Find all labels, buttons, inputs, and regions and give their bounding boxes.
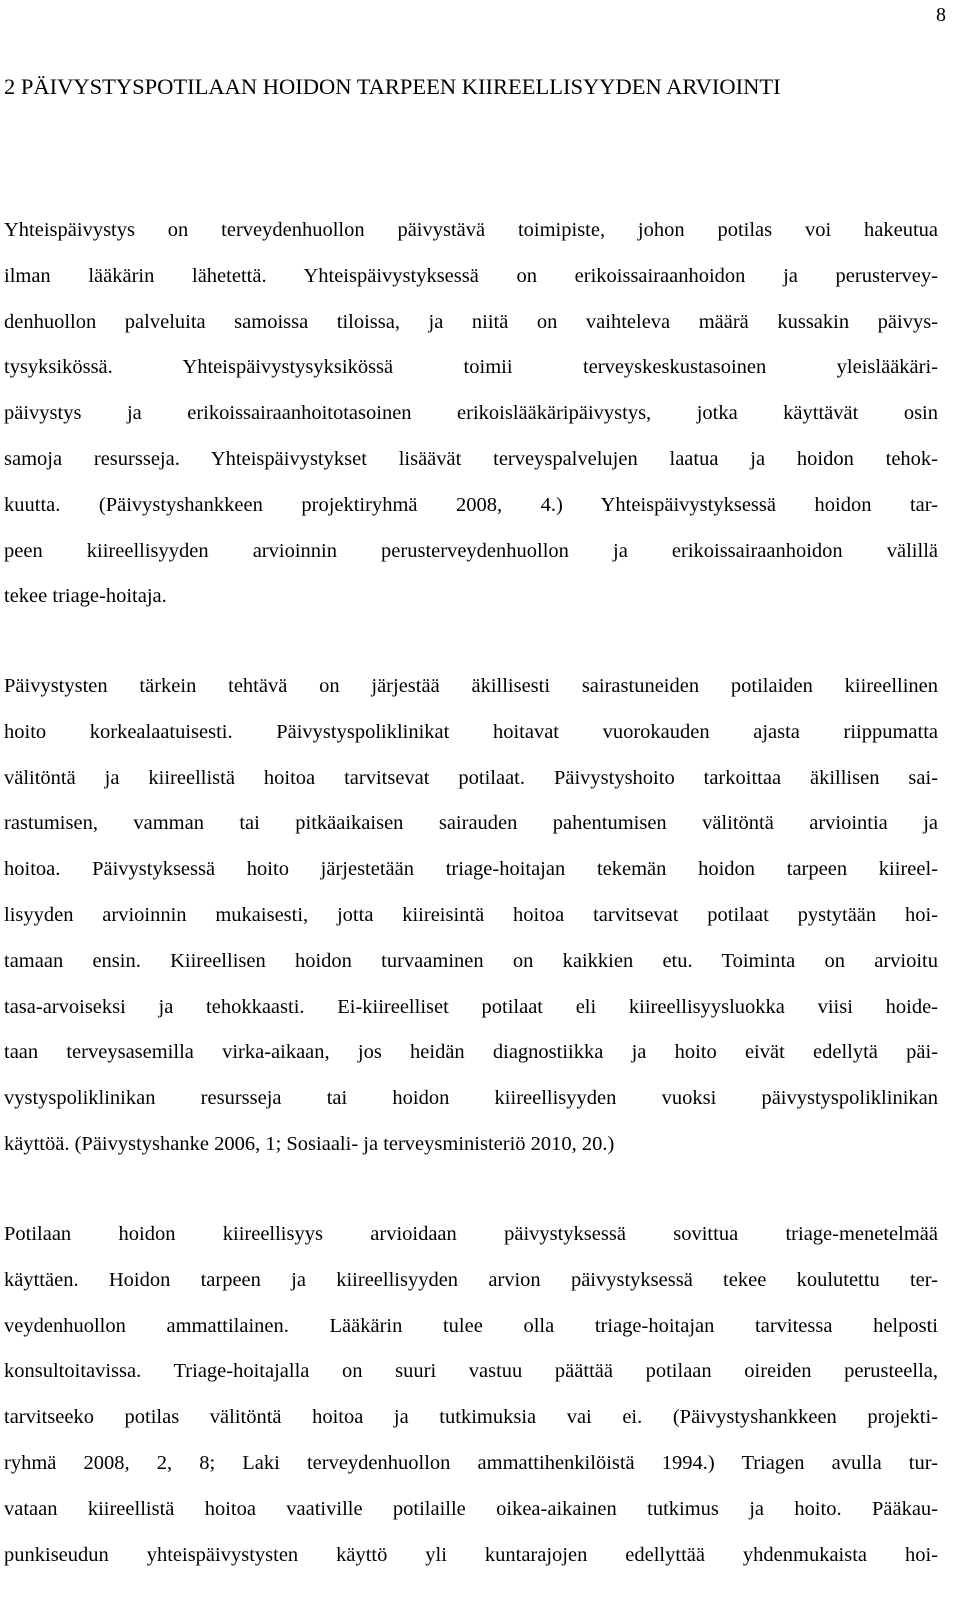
text-line: ryhmä 2008, 2, 8; Laki terveydenhuollon ammattihenkilöistä 1994.) Triagen avulla tur-: [4, 1451, 938, 1474]
page-number: 8: [936, 4, 946, 26]
text-line: rastumisen, vamman tai pitkäaikaisen sairauden pahentumisen välitöntä arviointia ja: [4, 812, 938, 835]
text-line: konsultoitavissa. Triage-hoitajalla on suuri vastuu päättää potilaan oireiden perusteella,: [4, 1360, 938, 1383]
text-line: Potilaan hoidon kiireellisyys arvioidaan päivystyksessä sovittua triage-menetelmää: [4, 1223, 938, 1245]
text-line: käyttäen. Hoidon tarpeen ja kiireellisyyden arvion päivystyksessä tekee koulutettu ter-: [4, 1268, 938, 1291]
text-line: Päivystysten tärkein tehtävä on järjestää äkillisesti sairastuneiden potilaiden kiireellinen: [4, 675, 938, 697]
text-line: tysyksikössä. Yhteispäivystysyksikössä toimii terveyskeskustasoinen yleislääkäri-: [4, 356, 938, 379]
section-heading: 2 PÄIVYSTYSPOTILAAN HOIDON TARPEEN KIIREELLISYYDEN ARVIOINTI: [4, 74, 781, 99]
text-line: tekee triage-hoitaja.: [4, 585, 167, 608]
text-line: tamaan ensin. Kiireellisen hoidon turvaaminen on kaikkien etu. Toiminta on arvioitu: [4, 949, 938, 972]
paragraph-2: [4, 664, 938, 1168]
text-line: tarvitseeko potilas välitöntä hoitoa ja tutkimuksia vai ei. (Päivystyshankkeen projekti-: [4, 1406, 938, 1429]
text-line: punkiseudun yhteispäivystysten käyttö yli kuntarajojen edellyttää yhdenmukaista hoi-: [4, 1543, 938, 1566]
text-line: käyttöä. (Päivystyshanke 2006, 1; Sosiaali- ja terveysministeriö 2010, 20.): [4, 1132, 615, 1155]
paragraph-3: [4, 1212, 938, 1578]
text-line: päivystys ja erikoissairaanhoitotasoinen erikoislääkäripäivystys, jotka käyttävät osin: [4, 402, 938, 425]
paragraph-1: [4, 208, 938, 620]
text-line: samoja resursseja. Yhteispäivystykset lisäävät terveyspalvelujen laatua ja hoidon tehok-: [4, 447, 938, 470]
text-line: vystyspoliklinikan resursseja tai hoidon kiireellisyyden vuoksi päivystyspoliklinikan: [4, 1087, 938, 1110]
text-line: peen kiireellisyyden arvioinnin perusterveydenhuollon ja erikoissairaanhoidon välillä: [4, 539, 938, 562]
text-line: tasa-arvoiseksi ja tehokkaasti. Ei-kiireelliset potilaat eli kiireellisyysluokka viisi hoide-: [4, 995, 938, 1018]
text-line: Yhteispäivystys on terveydenhuollon päivystävä toimipiste, johon potilas voi hakeutua: [4, 219, 938, 241]
text-line: ilman lääkärin lähetettä. Yhteispäivystyksessä on erikoissairaanhoidon ja perustervey-: [4, 264, 938, 287]
text-line: hoitoa. Päivystyksessä hoito järjestetään triage-hoitajan tekemän hoidon tarpeen kiireel-: [4, 858, 938, 881]
text-line: veydenhuollon ammattilainen. Lääkärin tulee olla triage-hoitajan tarvitessa helposti: [4, 1314, 938, 1337]
text-line: välitöntä ja kiireellistä hoitoa tarvitsevat potilaat. Päivystyshoito tarkoittaa äkillisen sai-: [4, 766, 938, 789]
text-line: denhuollon palveluita samoissa tiloissa, ja niitä on vaihteleva määrä kussakin päivys-: [4, 310, 938, 333]
text-line: lisyyden arvioinnin mukaisesti, jotta kiireisintä hoitoa tarvitsevat potilaat pystytään hoi-: [4, 903, 938, 926]
text-line: kuutta. (Päivystyshankkeen projektiryhmä 2008, 4.) Yhteispäivystyksessä hoidon tar-: [4, 493, 938, 516]
text-line: vataan kiireellistä hoitoa vaativille potilaille oikea-aikainen tutkimus ja hoito. Pääkau-: [4, 1497, 938, 1520]
text-line: hoito korkealaatuisesti. Päivystyspoliklinikat hoitavat vuorokauden ajasta riippumatta: [4, 720, 938, 743]
text-line: taan terveysasemilla virka-aikaan, jos heidän diagnostiikka ja hoito eivät edellytä päi-: [4, 1041, 938, 1064]
